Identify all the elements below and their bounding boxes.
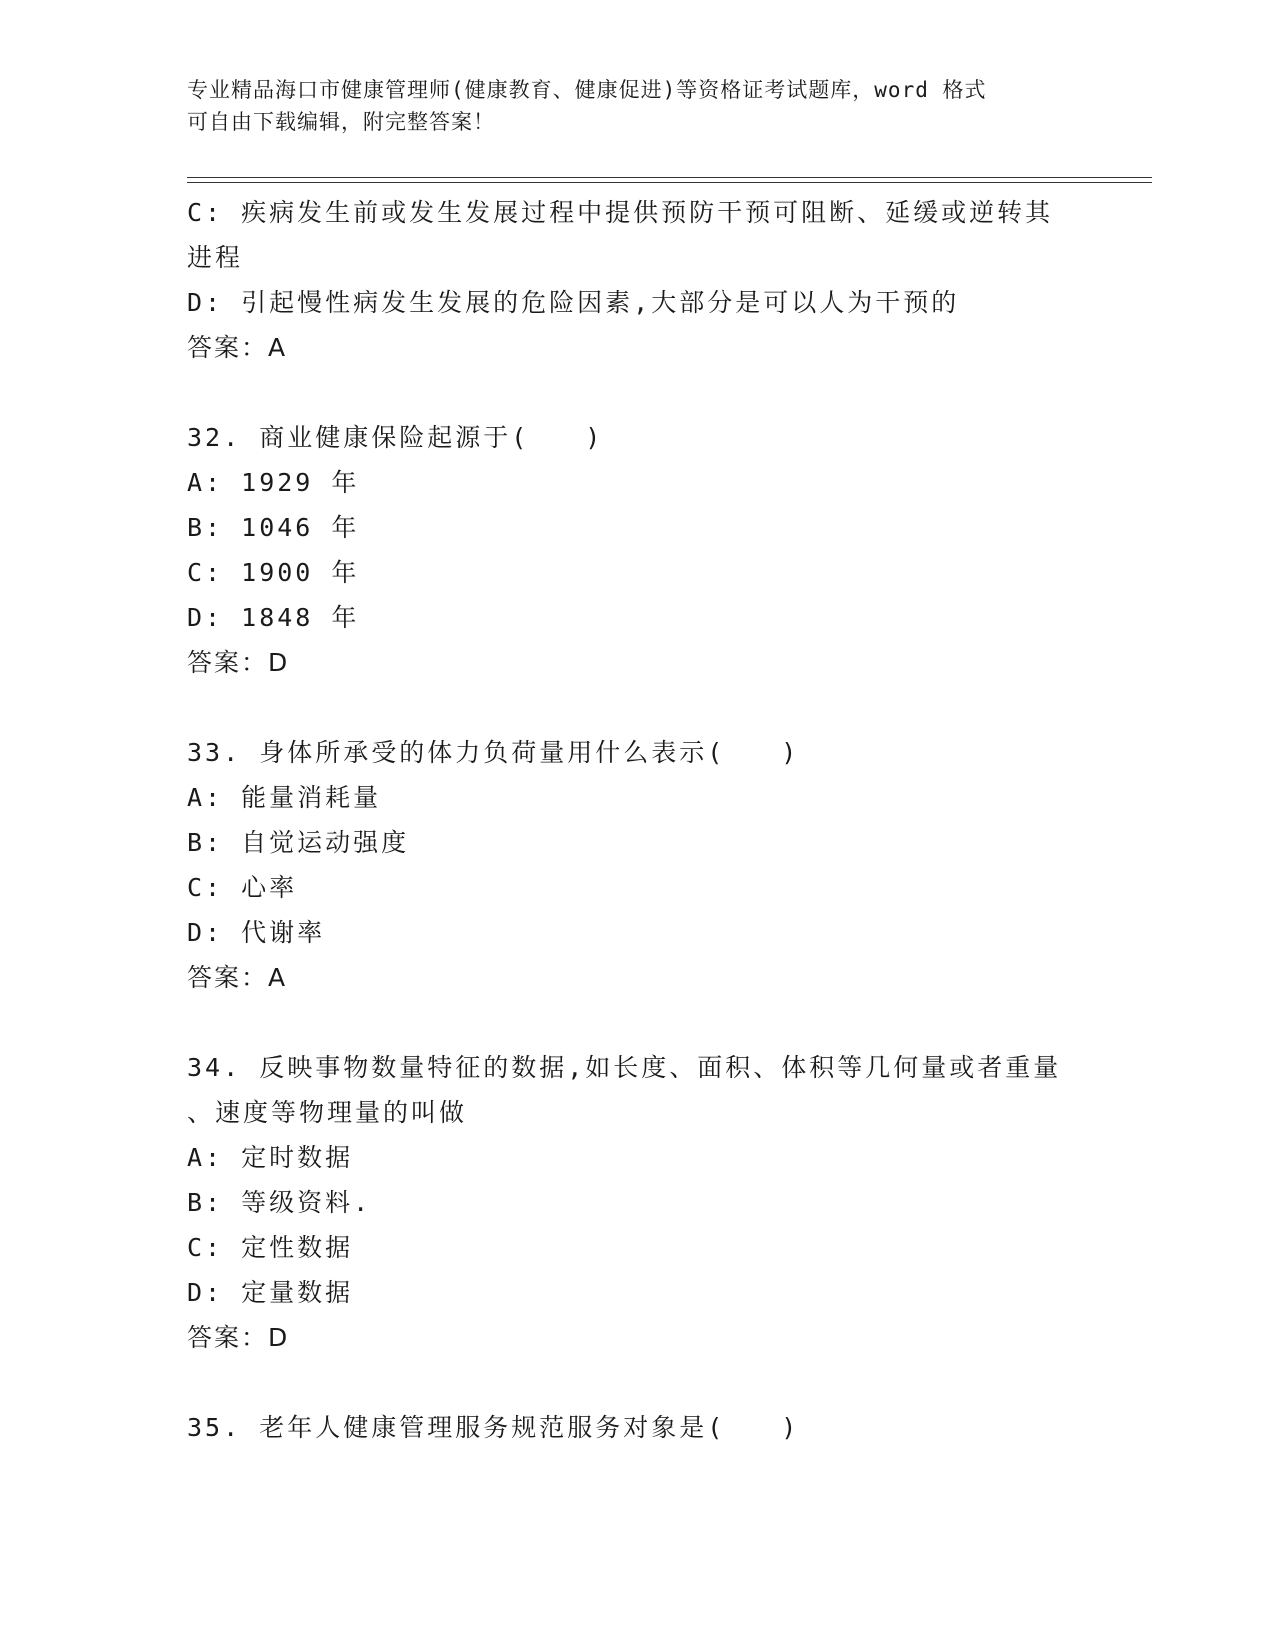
option-a: A: 1929 年 xyxy=(187,468,360,497)
option-d: D: 定量数据 xyxy=(187,1278,354,1307)
question-31-continued xyxy=(187,190,1087,370)
header-title-line1: 专业精品海口市健康管理师(健康教育、健康促进)等资格证考试题库，word 格式 xyxy=(187,78,987,102)
question-33 xyxy=(187,730,1087,1000)
spacer xyxy=(187,1360,1087,1405)
option-c: C: 疾病发生前或发生发展过程中提供预防干预可阻断、延缓或逆转其 xyxy=(187,198,1054,227)
answer: 答案：A xyxy=(187,963,288,992)
option-c: C: 定性数据 xyxy=(187,1233,354,1262)
question-35 xyxy=(187,1405,1087,1450)
question-stem: 32. 商业健康保险起源于( ) xyxy=(187,423,604,452)
question-stem: 35. 老年人健康管理服务规范服务对象是( ) xyxy=(187,1413,800,1442)
option-d: D: 1848 年 xyxy=(187,603,360,632)
option-d: D: 代谢率 xyxy=(187,918,326,947)
option-b: B: 1046 年 xyxy=(187,513,360,542)
spacer xyxy=(187,370,1087,415)
question-32 xyxy=(187,415,1087,685)
question-stem: 33. 身体所承受的体力负荷量用什么表示( ) xyxy=(187,738,800,767)
option-c: C: 心率 xyxy=(187,873,298,902)
option-a: A: 能量消耗量 xyxy=(187,783,382,812)
question-stem: 34. 反映事物数量特征的数据,如长度、面积、体积等几何量或者重量 xyxy=(187,1053,1062,1082)
header-title-line2: 可自由下载编辑，附完整答案！ xyxy=(187,110,495,134)
answer: 答案：D xyxy=(187,648,290,677)
page-header xyxy=(187,74,1067,138)
option-b: B: 自觉运动强度 xyxy=(187,828,410,857)
answer: 答案：D xyxy=(187,1323,290,1352)
question-34 xyxy=(187,1045,1087,1360)
option-b: B: 等级资料. xyxy=(187,1188,372,1217)
spacer xyxy=(187,685,1087,730)
option-d: D: 引起慢性病发生发展的危险因素,大部分是可以人为干预的 xyxy=(187,288,960,317)
header-divider-bottom xyxy=(187,182,1152,183)
question-stem-continued: 、速度等物理量的叫做 xyxy=(187,1098,468,1127)
option-a: A: 定时数据 xyxy=(187,1143,354,1172)
answer: 答案：A xyxy=(187,333,288,362)
option-c: C: 1900 年 xyxy=(187,558,360,587)
question-list xyxy=(187,190,1087,1450)
option-c-continued: 进程 xyxy=(187,243,244,272)
header-divider-top xyxy=(187,177,1152,178)
spacer xyxy=(187,1000,1087,1045)
